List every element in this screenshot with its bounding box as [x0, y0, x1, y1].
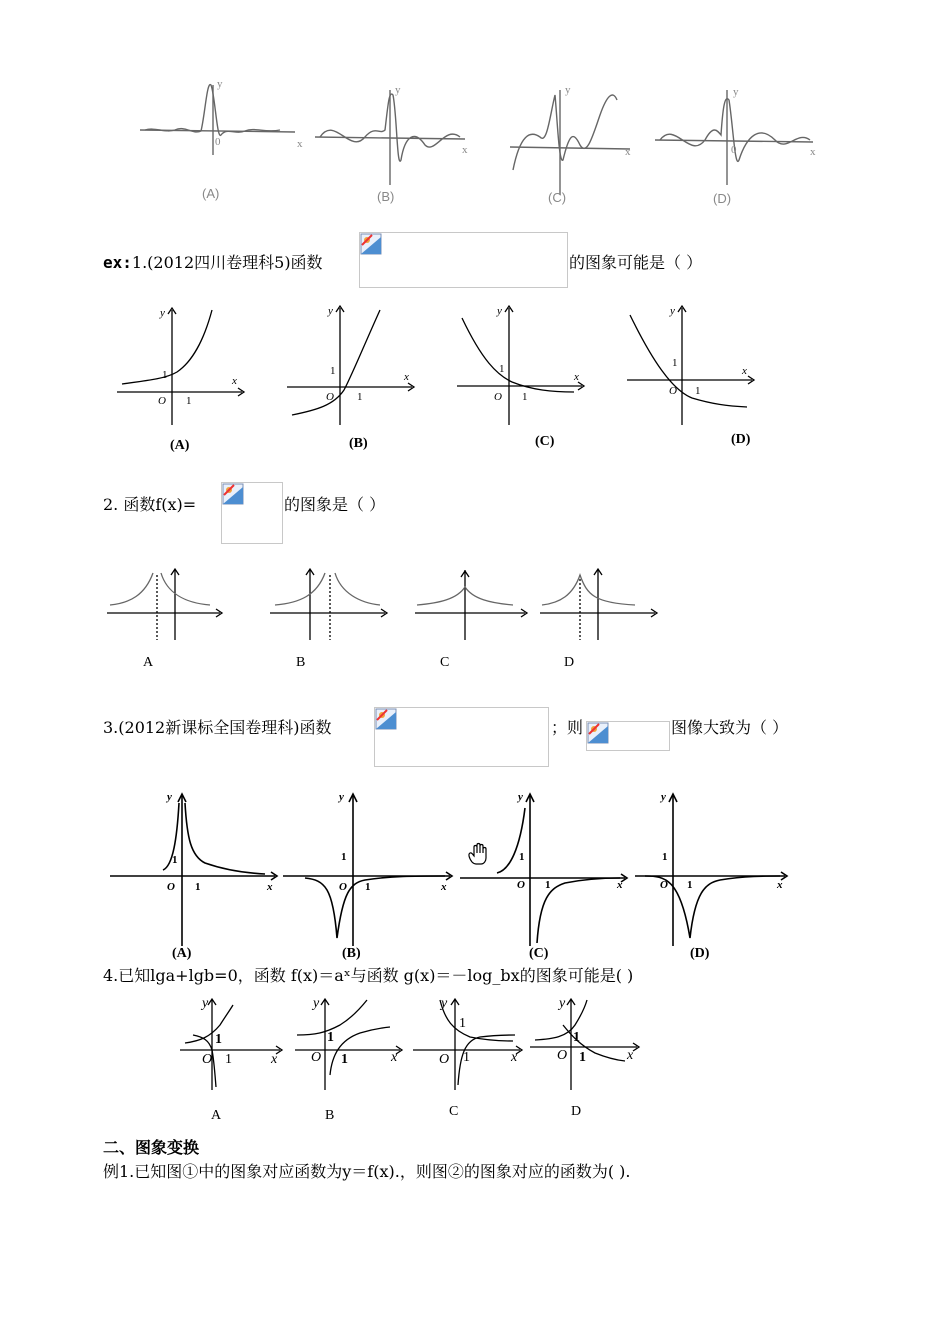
q3a-x: x [267, 881, 273, 893]
q4a-one: 1 [215, 1032, 222, 1047]
q4-label-b: B [325, 1108, 335, 1123]
top-label-b: (B) [377, 189, 395, 204]
q2-label-a: A [143, 655, 154, 670]
q3a-one: 1 [172, 854, 178, 866]
q3a-one-x: 1 [195, 881, 201, 893]
graph-c-y-label: y [565, 84, 571, 96]
graph-b-x-label: x [462, 144, 468, 156]
example-1-text: 例1.已知图①中的图象对应函数为y＝f(x).，则图②的图象对应的函数为( ). [103, 1162, 631, 1181]
q1a-one: 1 [162, 369, 168, 381]
q1-suffix: 的图象可能是（ ） [569, 253, 703, 272]
q1d-one: 1 [672, 357, 678, 369]
q3-label-a: (A) [172, 946, 192, 961]
q1d-one-x: 1 [695, 385, 701, 397]
q1-line [103, 250, 323, 273]
q4a-o: O [202, 1052, 213, 1067]
q1a-x: x [232, 375, 237, 387]
q1b-o: O [326, 391, 334, 403]
q1-text: 1.(2012四川卷理科5)函数 [131, 253, 323, 272]
q3d-o: O [660, 879, 668, 891]
q1-formula-image [359, 232, 568, 288]
q4c-o: O [439, 1052, 450, 1067]
q1c-one-x: 1 [522, 391, 528, 403]
q3d-y: y [661, 791, 666, 803]
q2-formula-image [221, 482, 283, 544]
q4d-o: O [557, 1048, 568, 1063]
q4b-one: 1 [327, 1030, 334, 1045]
q3d-one: 1 [662, 851, 668, 863]
section-heading: 二、图象变换 [103, 1138, 200, 1157]
q1c-y: y [497, 305, 502, 317]
q1d-x: x [742, 365, 747, 377]
q4-label-c: C [449, 1104, 459, 1119]
q1c-o: O [494, 391, 502, 403]
q3b-y: y [339, 791, 344, 803]
q3c-o: O [517, 879, 525, 891]
q1-prefix: ex: [103, 253, 132, 272]
q3c-one: 1 [519, 851, 525, 863]
q4-label-d: D [571, 1104, 582, 1119]
hand-cursor-icon [466, 842, 492, 866]
q3-graphs-figure [105, 788, 795, 948]
q2-suffix: 的图象是（ ） [284, 495, 386, 514]
q4c-one: 1 [459, 1016, 466, 1031]
q4-text: 4.已知lga+lgb=0，函数 f(x)＝aˣ与函数 g(x)＝－log_bx的图象可能是( ) [103, 966, 634, 985]
q2-label-d: D [564, 655, 575, 670]
q1a-o: O [158, 395, 166, 407]
q3b-one: 1 [341, 851, 347, 863]
q4b-x: x [391, 1050, 398, 1065]
q4b-y: y [313, 996, 320, 1011]
q3-label-b: (B) [342, 946, 361, 961]
broken-image-icon [222, 483, 244, 505]
q3b-one-x: 1 [365, 881, 371, 893]
broken-image-icon [587, 722, 609, 744]
q1d-y: y [670, 305, 675, 317]
q3-formula-image-2 [586, 721, 670, 751]
graph-d-y-label: y [733, 86, 739, 98]
q4b-o: O [311, 1050, 322, 1065]
q3-text: 3.(2012新课标全国卷理科)函数 [103, 718, 332, 737]
q1-label-c: (C) [535, 434, 555, 449]
q1b-y: y [328, 305, 333, 317]
q1-label-d: (D) [731, 432, 751, 447]
q4a-y: y [202, 996, 209, 1011]
q4d-y: y [559, 996, 566, 1011]
q3-label-d: (D) [690, 946, 710, 961]
broken-image-icon [360, 233, 382, 255]
graph-a-x-label: x [297, 138, 303, 150]
q4a-one-x: 1 [225, 1052, 232, 1067]
q3a-o: O [167, 881, 175, 893]
q3c-one-x: 1 [545, 879, 551, 891]
q3d-x: x [777, 879, 783, 891]
q1a-one-x: 1 [186, 395, 192, 407]
broken-image-icon [375, 708, 397, 730]
q1b-one: 1 [330, 365, 336, 377]
q1-label-a: (A) [170, 438, 190, 453]
q4-label-a: A [211, 1108, 222, 1123]
q1-label-b: (B) [349, 436, 368, 451]
graph-b-y-label: y [395, 84, 401, 96]
q3-label-c: (C) [529, 946, 549, 961]
q1b-x: x [404, 371, 409, 383]
q4d-one-x: 1 [579, 1050, 586, 1065]
q3c-x: x [617, 879, 623, 891]
graph-d-x-label: x [810, 146, 816, 158]
q2-label-b: B [296, 655, 306, 670]
q3c-y: y [518, 791, 523, 803]
q1a-y: y [160, 307, 165, 319]
q4d-one: 1 [573, 1030, 580, 1045]
q3-suffix: 图像大致为（ ） [671, 718, 789, 737]
q3-mid: ；则 [551, 718, 584, 737]
q3b-o: O [339, 881, 347, 893]
top-label-a: (A) [202, 186, 220, 201]
q1-graphs-figure [112, 300, 772, 430]
q2-text: 2. 函数f(x)= [103, 495, 197, 514]
top-label-d: (D) [713, 191, 732, 206]
graph-a-y-label: y [217, 78, 223, 90]
q3b-x: x [441, 881, 447, 893]
q4a-x: x [271, 1052, 278, 1067]
graph-c-x-label: x [625, 146, 631, 158]
q4c-y: y [441, 996, 448, 1011]
q3a-y: y [167, 791, 172, 803]
top-label-c: (C) [548, 190, 567, 205]
q2-label-c: C [440, 655, 450, 670]
q1c-one: 1 [499, 363, 505, 375]
q2-graphs-figure [105, 565, 665, 645]
q3d-one-x: 1 [687, 879, 693, 891]
q1b-one-x: 1 [357, 391, 363, 403]
q4d-x: x [627, 1048, 634, 1063]
q4c-one-x: 1 [463, 1050, 470, 1065]
graph-d-origin: 0 [731, 144, 737, 156]
q4b-one-x: 1 [341, 1052, 348, 1067]
q1c-x: x [574, 371, 579, 383]
q3-formula-image [374, 707, 549, 767]
graph-a-origin: 0 [215, 136, 221, 148]
q4-graphs-figure [175, 995, 645, 1095]
q4c-x: x [511, 1050, 518, 1065]
q1d-o: O [669, 385, 677, 397]
